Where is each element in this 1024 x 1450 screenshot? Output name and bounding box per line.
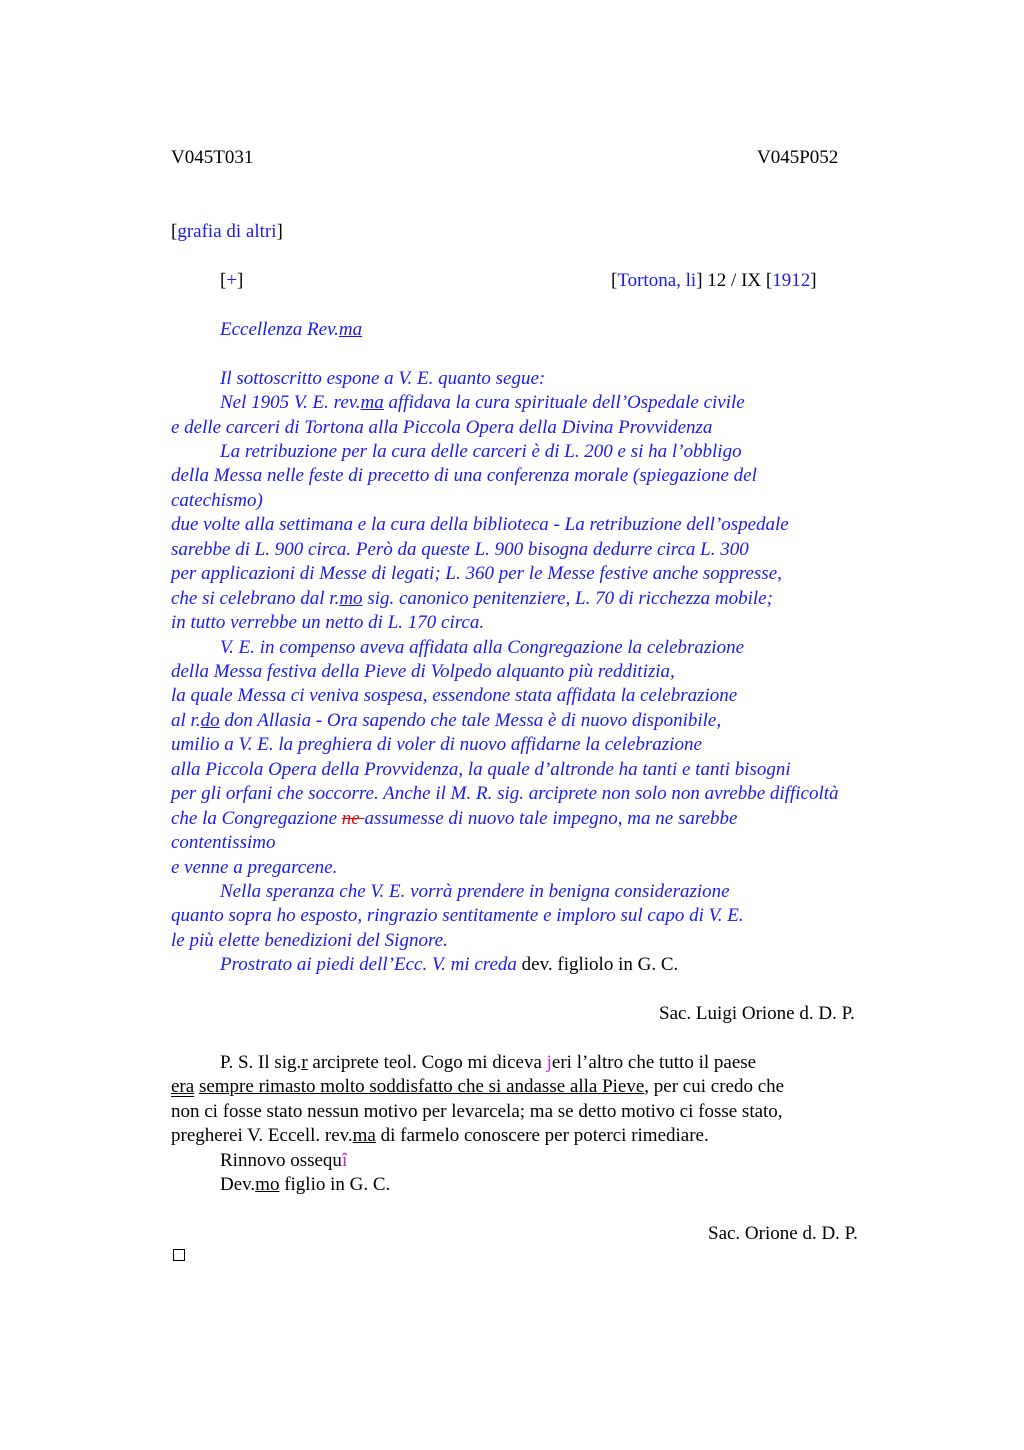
letter-line: V. E. in compenso aveva affidata alla Congregazione la celebrazione xyxy=(220,637,745,658)
editorial-note-text: grafia di altri xyxy=(177,221,277,242)
letter-line: per gli orfani che soccorre. Anche il M. R. sig. arciprete non solo non avrebbe difficoltà xyxy=(171,783,839,804)
editorial-note: [grafia di altri] xyxy=(171,221,283,242)
letter-line: che la Congregazione ne assumesse di nuovo tale impegno, ma ne sarebbe xyxy=(171,808,738,829)
postscript-line: P. S. Il sig.r arciprete teol. Cogo mi diceva jeri l’altro che tutto il paese xyxy=(220,1052,757,1073)
letter-line: alla Piccola Opera della Provvidenza, la quale d’altronde ha tanti e tanti bisogni xyxy=(171,759,791,780)
postscript-line: pregherei V. Eccell. rev.ma di farmelo conoscere per poterci rimediare. xyxy=(171,1125,709,1146)
postscript-line: non ci fosse stato nessun motivo per levarcela; ma se detto motivo ci fosse stato, xyxy=(171,1101,783,1122)
document-code-left: V045T031 xyxy=(171,147,254,168)
letter-line: Il sottoscritto espone a V. E. quanto segue: xyxy=(220,368,546,389)
cross-mark: [+] xyxy=(220,270,244,291)
letter-line: Prostrato ai piedi dell’Ecc. V. mi creda dev. figliolo in G. C. xyxy=(220,954,679,975)
dateline: [Tortona, li] 12 / IX [1912] xyxy=(611,270,817,291)
salutation: Eccellenza Rev.ma xyxy=(220,319,363,340)
signature: Sac. Orione d. D. P. xyxy=(708,1223,858,1244)
letter-line: al r.do don Allasia - Ora sapendo che tale Messa è di nuovo disponibile, xyxy=(171,710,722,731)
letter-line: contentissimo xyxy=(171,832,276,853)
letter-line: sarebbe di L. 900 circa. Però da queste L. 900 bisogna dedurre circa L. 300 xyxy=(171,539,749,560)
postscript-line: Dev.mo figlio in G. C. xyxy=(220,1174,391,1195)
dateline-place: Tortona, li xyxy=(617,270,697,291)
letter-line: Nel 1905 V. E. rev.ma affidava la cura spirituale dell’Ospedale civile xyxy=(220,392,745,413)
postscript-line: era sempre rimasto molto soddisfatto che si andasse alla Pieve, per cui credo che xyxy=(171,1076,785,1097)
letter-line: le più elette benedizioni del Signore. xyxy=(171,930,448,951)
letter-line: catechismo) xyxy=(171,490,263,511)
letter-line: e delle carceri di Tortona alla Piccola Opera della Divina Provvidenza xyxy=(171,417,713,438)
letter-line: La retribuzione per la cura delle carceri è di L. 200 e si ha l’obbligo xyxy=(220,441,742,462)
signature: Sac. Luigi Orione d. D. P. xyxy=(659,1003,855,1024)
letter-line: della Messa nelle feste di precetto di una conferenza morale (spiegazione del xyxy=(171,465,757,486)
letter-line: della Messa festiva della Pieve di Volpedo alquanto più redditizia, xyxy=(171,661,675,682)
struck-word: ne xyxy=(341,808,365,829)
letter-line: per applicazioni di Messe di legati; L. 360 per le Messe festive anche soppresse, xyxy=(171,563,782,584)
postscript-line: Rinnovo ossequî xyxy=(220,1150,348,1171)
letter-line: la quale Messa ci veniva sospesa, essendone stata affidata la celebrazione xyxy=(171,685,738,706)
document-code-right: V045P052 xyxy=(757,147,839,168)
dateline-date: 12 / IX xyxy=(702,270,766,291)
letter-line: e venne a pregarcene. xyxy=(171,857,338,878)
dateline-year: 1912 xyxy=(772,270,811,291)
letter-line: in tutto verrebbe un netto di L. 170 circa. xyxy=(171,612,485,633)
letter-line: che si celebrano dal r.mo sig. canonico penitenziere, L. 70 di ricchezza mobile; xyxy=(171,588,773,609)
letter-line: due volte alla settimana e la cura della biblioteca - La retribuzione dell’ospedale xyxy=(171,514,789,535)
letter-line: quanto sopra ho esposto, ringrazio sentitamente e imploro sul capo di V. E. xyxy=(171,905,744,926)
letter-line: umilio a V. E. la preghiera di voler di nuovo affidarne la celebrazione xyxy=(171,734,702,755)
end-mark-box xyxy=(173,1249,185,1261)
letter-line: Nella speranza che V. E. vorrà prendere in benigna considerazione xyxy=(220,881,730,902)
